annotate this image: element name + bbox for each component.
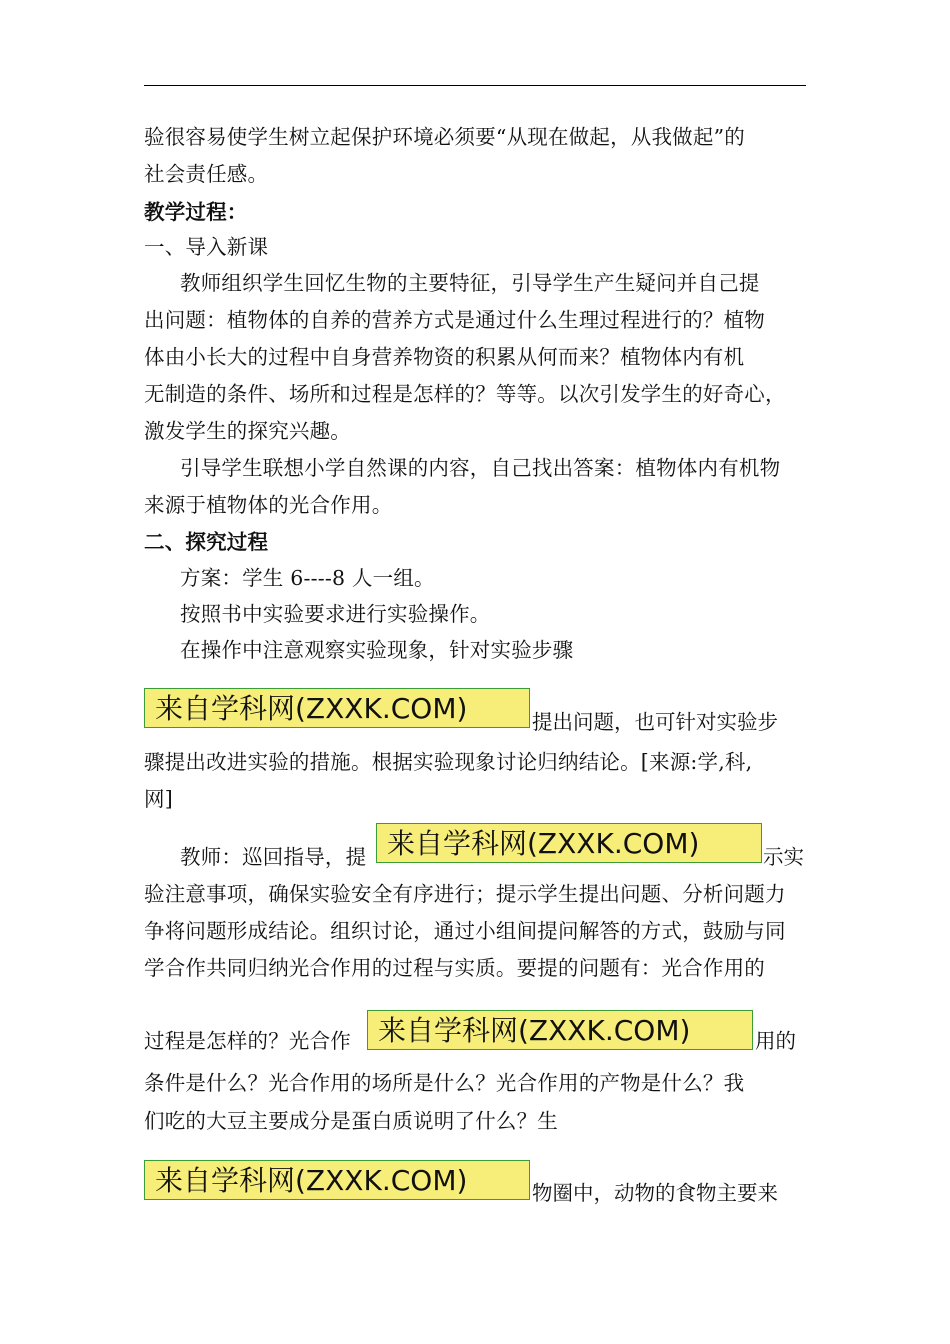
paragraph-line: 学合作共同归纳光合作用的过程与实质。要提的问题有：光合作用的	[144, 956, 765, 980]
section-heading: 教学过程：	[144, 200, 248, 224]
watermark-banner: 来自学科网(ZXXK.COM)	[144, 1160, 530, 1200]
paragraph-line: 来源于植物体的光合作用。	[144, 493, 393, 517]
paragraph-line: 出问题：植物体的自养的营养方式是通过什么生理过程进行的？植物	[144, 308, 765, 332]
text-line: 验很容易使学生树立起保护环境必须要“从现在做起，从我做起”的	[144, 125, 745, 149]
paragraph-line: 激发学生的探究兴趣。	[144, 419, 351, 443]
paragraph-line: 引导学生联想小学自然课的内容，自己找出答案：植物体内有机物	[180, 456, 781, 480]
watermark-banner: 来自学科网(ZXXK.COM)	[144, 688, 530, 728]
watermark-banner: 来自学科网(ZXXK.COM)	[376, 823, 762, 863]
paragraph-line: 过程是怎样的？光合作	[144, 1029, 351, 1053]
paragraph-line: 争将问题形成结论。组织讨论，通过小组间提问解答的方式，鼓励与同	[144, 919, 786, 943]
paragraph-line: 们吃的大豆主要成分是蛋白质说明了什么？生	[144, 1109, 558, 1133]
subsection-heading: 一、导入新课	[144, 235, 269, 259]
paragraph-line: 教师组织学生回忆生物的主要特征，引导学生产生疑问并自己提	[180, 271, 760, 295]
paragraph-line: 提出问题，也可针对实验步	[532, 710, 778, 734]
header-rule	[144, 85, 806, 86]
paragraph-line: 无制造的条件、场所和过程是怎样的？等等。以次引发学生的好奇心，	[144, 382, 786, 406]
paragraph-line: 骤提出改进实验的措施。根据实验现象讨论归纳结论。[来源:学,科,	[144, 750, 753, 774]
paragraph-line: 示实	[763, 845, 804, 869]
paragraph-line: 网]	[144, 787, 173, 811]
watermark-banner: 来自学科网(ZXXK.COM)	[367, 1010, 753, 1050]
paragraph-line: 在操作中注意观察实验现象，针对实验步骤	[180, 638, 574, 662]
paragraph-line: 用的	[755, 1029, 796, 1053]
paragraph-line: 条件是什么？光合作用的场所是什么？光合作用的产物是什么？我	[144, 1071, 745, 1095]
text-line: 社会责任感。	[144, 162, 269, 186]
paragraph-line: 按照书中实验要求进行实验操作。	[180, 602, 491, 626]
paragraph-line: 方案：学生 6----8 人一组。	[180, 566, 435, 590]
subsection-heading: 二、探究过程	[144, 530, 269, 554]
paragraph-line: 物圈中，动物的食物主要来	[532, 1181, 778, 1205]
paragraph-line: 验注意事项，确保实验安全有序进行；提示学生提出问题、分析问题力	[144, 882, 786, 906]
paragraph-line: 教师：巡回指导，提	[180, 845, 367, 869]
paragraph-line: 体由小长大的过程中自身营养物资的积累从何而来？植物体内有机	[144, 345, 745, 369]
